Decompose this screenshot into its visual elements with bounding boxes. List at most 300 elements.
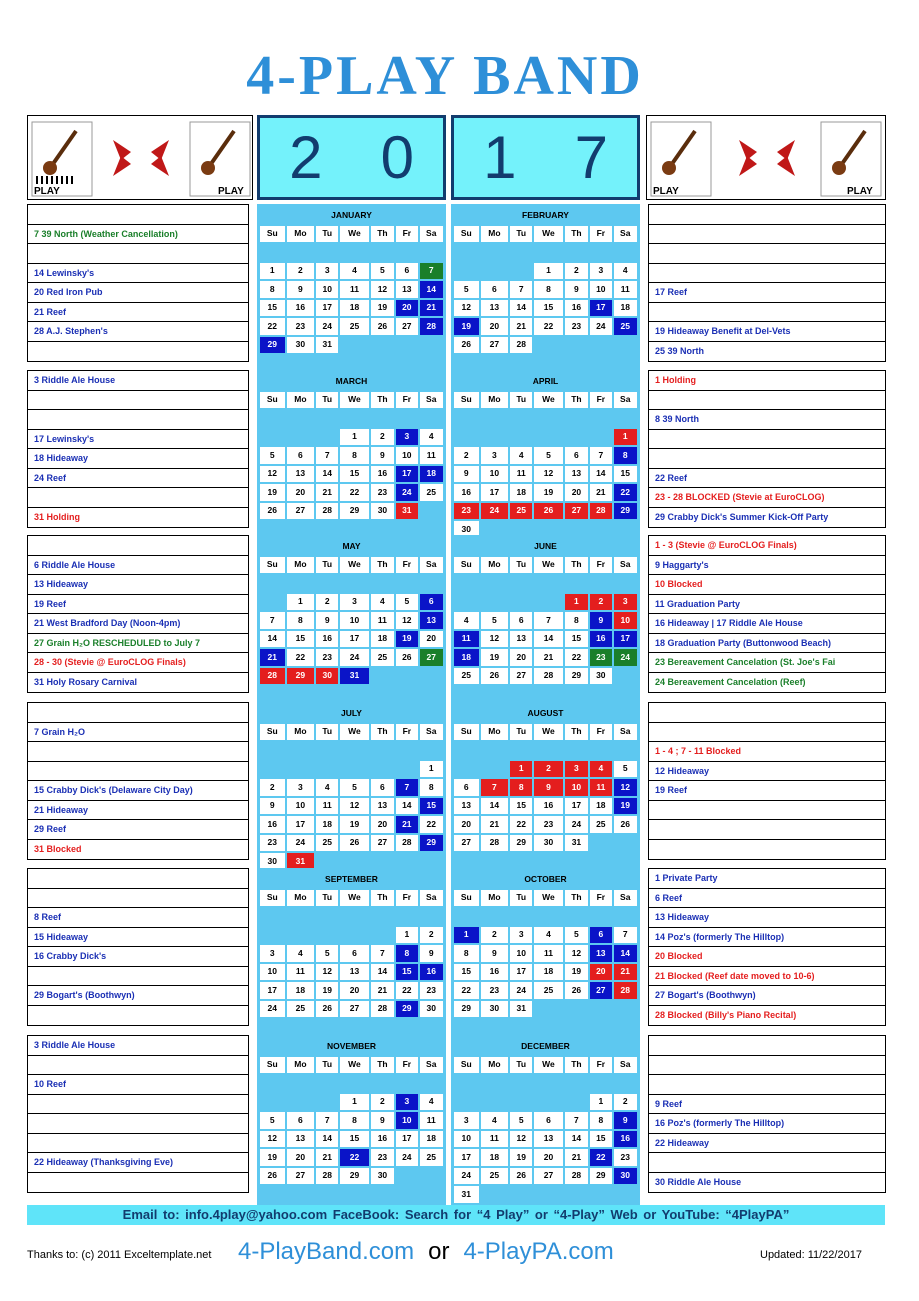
empty-day-cell bbox=[454, 1094, 479, 1111]
weekday-header: We bbox=[340, 724, 368, 741]
day-cell: 9 bbox=[565, 281, 588, 298]
day-cell: 14 bbox=[534, 631, 562, 648]
day-cell: 12 bbox=[371, 281, 394, 298]
gig-row bbox=[649, 205, 885, 225]
day-cell: 20 bbox=[481, 318, 509, 335]
gig-row bbox=[28, 1095, 248, 1115]
gig-row: 22 Hideaway bbox=[649, 1134, 885, 1154]
day-cell: 27 bbox=[371, 835, 394, 852]
weekday-header: Th bbox=[565, 724, 588, 741]
gig-row bbox=[28, 1114, 248, 1134]
day-cell: 22 bbox=[420, 816, 444, 833]
day-cell: 30 bbox=[420, 1001, 444, 1018]
gig-row: 24 Bereavement Cancelation (Reef) bbox=[655, 676, 806, 687]
gig-row: 8 39 North bbox=[649, 410, 885, 430]
gig-list-right bbox=[648, 702, 886, 860]
empty-day-cell bbox=[371, 686, 394, 703]
gig-list-right bbox=[648, 370, 886, 528]
gig-row bbox=[28, 410, 248, 430]
day-cell: 3 bbox=[614, 594, 638, 611]
gig-row bbox=[28, 536, 248, 556]
empty-day-cell bbox=[260, 761, 285, 778]
day-cell: 26 bbox=[371, 318, 394, 335]
day-cell: 29 bbox=[565, 668, 588, 685]
day-cell: 25 bbox=[481, 1168, 509, 1185]
empty-day-cell bbox=[510, 263, 532, 280]
day-cell: 9 bbox=[287, 281, 315, 298]
day-cell: 24 bbox=[590, 318, 611, 335]
day-cell: 3 bbox=[316, 263, 338, 280]
empty-day-cell bbox=[534, 410, 562, 427]
band-logo-icon bbox=[647, 116, 886, 200]
empty-day-cell bbox=[260, 742, 285, 759]
gig-row bbox=[28, 967, 248, 987]
day-cell: 24 bbox=[396, 484, 417, 501]
day-cell: 20 bbox=[287, 484, 315, 501]
gig-row: 18 Hideaway bbox=[28, 449, 248, 469]
day-cell: 24 bbox=[565, 816, 588, 833]
month-calendar bbox=[451, 1035, 640, 1206]
empty-day-cell bbox=[590, 244, 611, 261]
day-cell: 24 bbox=[614, 649, 638, 666]
empty-day-cell bbox=[396, 742, 417, 759]
day-cell: 26 bbox=[340, 835, 368, 852]
day-cell: 24 bbox=[396, 1149, 417, 1166]
gig-row: 28 Blocked (Billy's Piano Recital) bbox=[655, 1009, 797, 1020]
weekday-header: Sa bbox=[614, 890, 638, 907]
day-cell: 1 bbox=[396, 927, 417, 944]
empty-day-cell bbox=[481, 429, 509, 446]
day-cell: 16 bbox=[590, 631, 611, 648]
weekday-header: Th bbox=[565, 392, 588, 409]
empty-day-cell bbox=[287, 927, 315, 944]
day-cell: 18 bbox=[287, 982, 315, 999]
weekday-header: Tu bbox=[510, 557, 532, 574]
gig-row: 28 A.J. Stephen's bbox=[28, 322, 248, 342]
day-cell: 16 bbox=[260, 816, 285, 833]
day-cell: 26 bbox=[396, 649, 417, 666]
weekday-header: Sa bbox=[614, 392, 638, 409]
day-cell: 20 bbox=[565, 484, 588, 501]
empty-day-cell bbox=[371, 1075, 394, 1092]
gig-list-left bbox=[27, 370, 249, 528]
updated-date: Updated: 11/22/2017 bbox=[760, 1249, 862, 1261]
empty-day-cell bbox=[565, 575, 588, 592]
empty-day-cell bbox=[454, 908, 479, 925]
weekday-header: Sa bbox=[614, 226, 638, 243]
gig-row: 1 Holding bbox=[649, 371, 885, 391]
day-cell: 11 bbox=[371, 612, 394, 629]
day-cell: 6 bbox=[454, 779, 479, 796]
day-cell: 31 bbox=[340, 668, 368, 685]
month-name: JULY bbox=[260, 705, 443, 722]
empty-day-cell bbox=[420, 1019, 444, 1036]
day-cell: 23 bbox=[260, 835, 285, 852]
empty-day-cell bbox=[420, 668, 444, 685]
empty-day-cell bbox=[590, 686, 611, 703]
weekday-header: Th bbox=[371, 890, 394, 907]
gig-row: 24 Reef bbox=[28, 469, 248, 489]
day-cell: 20 bbox=[454, 816, 479, 833]
empty-day-cell bbox=[614, 908, 638, 925]
empty-day-cell bbox=[316, 761, 338, 778]
empty-day-cell bbox=[287, 742, 315, 759]
day-cell: 23 bbox=[287, 318, 315, 335]
month-name: OCTOBER bbox=[454, 871, 637, 888]
gig-list-left bbox=[27, 868, 249, 1026]
empty-day-cell bbox=[340, 337, 368, 354]
day-cell: 17 bbox=[316, 300, 338, 317]
weekday-header: Th bbox=[371, 724, 394, 741]
day-cell: 12 bbox=[565, 945, 588, 962]
day-cell: 23 bbox=[614, 1149, 638, 1166]
day-cell: 6 bbox=[287, 1112, 315, 1129]
day-cell: 7 bbox=[420, 263, 444, 280]
day-cell: 20 bbox=[590, 964, 611, 981]
day-cell: 6 bbox=[510, 612, 532, 629]
month-calendar bbox=[451, 370, 640, 541]
day-cell: 28 bbox=[510, 337, 532, 354]
day-cell: 10 bbox=[287, 798, 315, 815]
weekday-header: Tu bbox=[316, 226, 338, 243]
empty-day-cell bbox=[396, 761, 417, 778]
weekday-header: Mo bbox=[481, 890, 509, 907]
weekday-header: Su bbox=[260, 890, 285, 907]
day-cell: 3 bbox=[260, 945, 285, 962]
day-cell: 28 bbox=[614, 982, 638, 999]
day-cell: 18 bbox=[420, 1131, 444, 1148]
day-cell: 7 bbox=[565, 1112, 588, 1129]
day-cell: 1 bbox=[420, 761, 444, 778]
empty-day-cell bbox=[260, 1075, 285, 1092]
day-cell: 17 bbox=[510, 964, 532, 981]
empty-day-cell bbox=[614, 668, 638, 685]
empty-day-cell bbox=[396, 686, 417, 703]
day-cell: 2 bbox=[316, 594, 338, 611]
day-cell: 28 bbox=[260, 668, 285, 685]
gig-row: 23 Bereavement Cancelation (St. Joe's Fai bbox=[649, 653, 885, 673]
day-cell: 17 bbox=[481, 484, 509, 501]
day-cell: 24 bbox=[454, 1168, 479, 1185]
empty-day-cell bbox=[590, 429, 611, 446]
empty-day-cell bbox=[316, 410, 338, 427]
gig-row bbox=[649, 303, 885, 323]
empty-day-cell bbox=[287, 1019, 315, 1036]
day-cell: 27 bbox=[420, 649, 444, 666]
day-cell: 29 bbox=[340, 503, 368, 520]
gig-list-right bbox=[648, 535, 886, 693]
day-cell: 9 bbox=[371, 1112, 394, 1129]
empty-day-cell bbox=[614, 1186, 638, 1203]
day-cell: 16 bbox=[371, 466, 394, 483]
day-cell: 18 bbox=[420, 466, 444, 483]
gig-row bbox=[28, 1173, 248, 1193]
day-cell: 28 bbox=[481, 835, 509, 852]
day-cell: 4 bbox=[420, 1094, 444, 1111]
gig-row: 19 Reef bbox=[28, 595, 248, 615]
empty-day-cell bbox=[510, 686, 532, 703]
day-cell: 21 bbox=[316, 484, 338, 501]
empty-day-cell bbox=[371, 575, 394, 592]
weekday-header: Mo bbox=[287, 557, 315, 574]
weekday-header: We bbox=[534, 226, 562, 243]
empty-day-cell bbox=[614, 835, 638, 852]
contact-footer: Email to: info.4play@yahoo.com FaceBook: Search for “4 Play” or “4-Play” Web or YouTube: “4PlayPA” bbox=[27, 1205, 885, 1225]
day-cell: 25 bbox=[316, 835, 338, 852]
empty-day-cell bbox=[454, 761, 479, 778]
day-cell: 17 bbox=[396, 466, 417, 483]
empty-day-cell bbox=[371, 742, 394, 759]
empty-day-cell bbox=[420, 686, 444, 703]
day-cell: 15 bbox=[510, 798, 532, 815]
empty-day-cell bbox=[565, 908, 588, 925]
day-cell: 30 bbox=[590, 668, 611, 685]
day-cell: 25 bbox=[420, 1149, 444, 1166]
or-text: or bbox=[428, 1238, 450, 1265]
day-cell: 7 bbox=[371, 945, 394, 962]
gig-row bbox=[28, 742, 248, 762]
day-cell: 22 bbox=[510, 816, 532, 833]
weekday-header: Th bbox=[565, 890, 588, 907]
day-cell: 16 bbox=[316, 631, 338, 648]
day-cell: 29 bbox=[510, 835, 532, 852]
empty-day-cell bbox=[481, 244, 509, 261]
day-cell: 22 bbox=[340, 484, 368, 501]
weekday-header: Sa bbox=[420, 724, 444, 741]
weekday-header: Su bbox=[260, 1057, 285, 1074]
day-cell: 1 bbox=[340, 1094, 368, 1111]
website-links bbox=[238, 1238, 614, 1266]
day-cell: 3 bbox=[454, 1112, 479, 1129]
gig-row bbox=[28, 1134, 248, 1154]
day-cell: 17 bbox=[287, 816, 315, 833]
month-calendar bbox=[257, 702, 446, 873]
empty-day-cell bbox=[510, 575, 532, 592]
day-cell: 2 bbox=[420, 927, 444, 944]
gig-row bbox=[649, 703, 885, 723]
empty-day-cell bbox=[287, 244, 315, 261]
day-cell: 7 bbox=[590, 447, 611, 464]
credits-text: Thanks to: (c) 2011 Exceltemplate.net bbox=[27, 1249, 212, 1261]
empty-day-cell bbox=[534, 429, 562, 446]
day-cell: 17 bbox=[590, 300, 611, 317]
day-cell: 3 bbox=[590, 263, 611, 280]
gig-row: 12 Hideaway bbox=[649, 762, 885, 782]
month-calendar bbox=[257, 1035, 446, 1206]
day-cell: 5 bbox=[510, 1112, 532, 1129]
day-cell: 17 bbox=[614, 631, 638, 648]
day-cell: 23 bbox=[590, 649, 611, 666]
gig-row: 17 Reef bbox=[649, 283, 885, 303]
day-cell: 12 bbox=[260, 466, 285, 483]
website-link[interactable]: 4-PlayPA.com bbox=[463, 1238, 614, 1265]
empty-day-cell bbox=[420, 244, 444, 261]
empty-day-cell bbox=[510, 1094, 532, 1111]
day-cell: 14 bbox=[510, 300, 532, 317]
day-cell: 28 bbox=[534, 668, 562, 685]
day-cell: 12 bbox=[534, 466, 562, 483]
empty-day-cell bbox=[534, 1001, 562, 1018]
website-link[interactable]: 4-PlayBand.com bbox=[238, 1238, 415, 1265]
day-cell: 5 bbox=[260, 1112, 285, 1129]
empty-day-cell bbox=[396, 668, 417, 685]
gig-row bbox=[649, 244, 885, 264]
day-cell: 8 bbox=[565, 612, 588, 629]
day-cell: 31 bbox=[454, 1186, 479, 1203]
day-cell: 2 bbox=[590, 594, 611, 611]
gig-row: 25 39 North bbox=[655, 345, 705, 356]
day-cell: 21 bbox=[534, 649, 562, 666]
day-cell: 20 bbox=[420, 631, 444, 648]
day-cell: 9 bbox=[481, 945, 509, 962]
day-cell: 13 bbox=[510, 631, 532, 648]
day-cell: 11 bbox=[590, 779, 611, 796]
month-name: JANUARY bbox=[260, 207, 443, 224]
empty-day-cell bbox=[534, 594, 562, 611]
day-cell: 2 bbox=[454, 447, 479, 464]
empty-day-cell bbox=[534, 908, 562, 925]
day-cell: 13 bbox=[287, 1131, 315, 1148]
weekday-header: Su bbox=[454, 890, 479, 907]
empty-day-cell bbox=[614, 1001, 638, 1018]
day-cell: 21 bbox=[396, 816, 417, 833]
day-cell: 14 bbox=[614, 945, 638, 962]
weekday-header: Mo bbox=[481, 557, 509, 574]
day-cell: 19 bbox=[260, 1149, 285, 1166]
day-cell: 15 bbox=[287, 631, 315, 648]
empty-day-cell bbox=[420, 575, 444, 592]
gig-row bbox=[28, 205, 248, 225]
empty-day-cell bbox=[534, 1019, 562, 1036]
logo-left bbox=[27, 115, 253, 200]
empty-day-cell bbox=[565, 410, 588, 427]
day-cell: 4 bbox=[534, 927, 562, 944]
empty-day-cell bbox=[260, 1186, 285, 1203]
day-cell: 6 bbox=[287, 447, 315, 464]
day-cell: 16 bbox=[481, 964, 509, 981]
day-cell: 20 bbox=[287, 1149, 315, 1166]
day-cell: 30 bbox=[316, 668, 338, 685]
day-cell: 21 bbox=[316, 1149, 338, 1166]
empty-day-cell bbox=[565, 244, 588, 261]
empty-day-cell bbox=[614, 337, 638, 354]
empty-day-cell bbox=[454, 575, 479, 592]
day-cell: 5 bbox=[454, 281, 479, 298]
empty-day-cell bbox=[316, 244, 338, 261]
weekday-header: Fr bbox=[590, 724, 611, 741]
empty-day-cell bbox=[420, 503, 444, 520]
day-cell: 2 bbox=[371, 1094, 394, 1111]
empty-day-cell bbox=[614, 742, 638, 759]
gig-row bbox=[649, 820, 885, 840]
empty-day-cell bbox=[614, 244, 638, 261]
empty-day-cell bbox=[287, 908, 315, 925]
day-cell: 12 bbox=[481, 631, 509, 648]
day-cell: 22 bbox=[340, 1149, 368, 1166]
day-cell: 10 bbox=[396, 447, 417, 464]
day-cell: 21 bbox=[371, 982, 394, 999]
empty-day-cell bbox=[371, 410, 394, 427]
empty-day-cell bbox=[287, 686, 315, 703]
day-cell: 22 bbox=[260, 318, 285, 335]
gig-row bbox=[649, 1075, 885, 1095]
weekday-header: Tu bbox=[510, 724, 532, 741]
empty-day-cell bbox=[340, 742, 368, 759]
gig-row: 11 Graduation Party bbox=[649, 595, 885, 615]
gig-row: 29 Bogart's (Boothwyn) bbox=[28, 986, 248, 1006]
day-cell: 4 bbox=[510, 447, 532, 464]
day-cell: 1 bbox=[614, 429, 638, 446]
day-cell: 29 bbox=[396, 1001, 417, 1018]
day-cell: 27 bbox=[510, 668, 532, 685]
empty-day-cell bbox=[454, 263, 479, 280]
month-name: NOVEMBER bbox=[260, 1038, 443, 1055]
weekday-header: Fr bbox=[396, 392, 417, 409]
gig-row: 13 Hideaway bbox=[28, 575, 248, 595]
day-cell: 9 bbox=[371, 447, 394, 464]
empty-day-cell bbox=[420, 1168, 444, 1185]
day-cell: 19 bbox=[260, 484, 285, 501]
gig-row: 27 Grain H₂O RESCHEDULED to July 7 bbox=[28, 634, 248, 654]
empty-day-cell bbox=[287, 1186, 315, 1203]
empty-day-cell bbox=[454, 1019, 479, 1036]
day-cell: 26 bbox=[481, 668, 509, 685]
day-cell: 18 bbox=[534, 964, 562, 981]
day-cell: 20 bbox=[396, 300, 417, 317]
empty-day-cell bbox=[481, 686, 509, 703]
day-cell: 28 bbox=[371, 1001, 394, 1018]
weekday-header: We bbox=[534, 724, 562, 741]
gig-row: 20 Blocked bbox=[649, 947, 885, 967]
empty-day-cell bbox=[481, 908, 509, 925]
day-cell: 6 bbox=[396, 263, 417, 280]
day-cell: 21 bbox=[614, 964, 638, 981]
weekday-header: We bbox=[340, 557, 368, 574]
day-cell: 5 bbox=[260, 447, 285, 464]
gig-row: 28 - 30 (Stevie @ EuroCLOG Finals) bbox=[28, 653, 248, 673]
day-cell: 24 bbox=[340, 649, 368, 666]
day-cell: 31 bbox=[396, 503, 417, 520]
day-cell: 12 bbox=[510, 1131, 532, 1148]
month-name: JUNE bbox=[454, 538, 637, 555]
day-cell: 30 bbox=[614, 1168, 638, 1185]
day-cell: 5 bbox=[316, 945, 338, 962]
empty-day-cell bbox=[340, 244, 368, 261]
day-cell: 17 bbox=[565, 798, 588, 815]
gig-row bbox=[649, 1056, 885, 1076]
day-cell: 22 bbox=[287, 649, 315, 666]
day-cell: 16 bbox=[534, 798, 562, 815]
empty-day-cell bbox=[340, 1186, 368, 1203]
empty-day-cell bbox=[590, 908, 611, 925]
weekday-header: Th bbox=[371, 392, 394, 409]
day-cell: 18 bbox=[590, 798, 611, 815]
day-cell: 5 bbox=[340, 779, 368, 796]
gig-row: 22 Reef bbox=[649, 469, 885, 489]
day-cell: 2 bbox=[534, 761, 562, 778]
day-cell: 15 bbox=[396, 964, 417, 981]
empty-day-cell bbox=[614, 1075, 638, 1092]
day-cell: 16 bbox=[287, 300, 315, 317]
empty-day-cell bbox=[396, 575, 417, 592]
gig-row: 21 Hideaway bbox=[28, 801, 248, 821]
day-cell: 14 bbox=[590, 466, 611, 483]
month-name: AUGUST bbox=[454, 705, 637, 722]
weekday-header: Fr bbox=[396, 1057, 417, 1074]
day-cell: 11 bbox=[340, 281, 368, 298]
empty-day-cell bbox=[287, 410, 315, 427]
day-cell: 14 bbox=[420, 281, 444, 298]
